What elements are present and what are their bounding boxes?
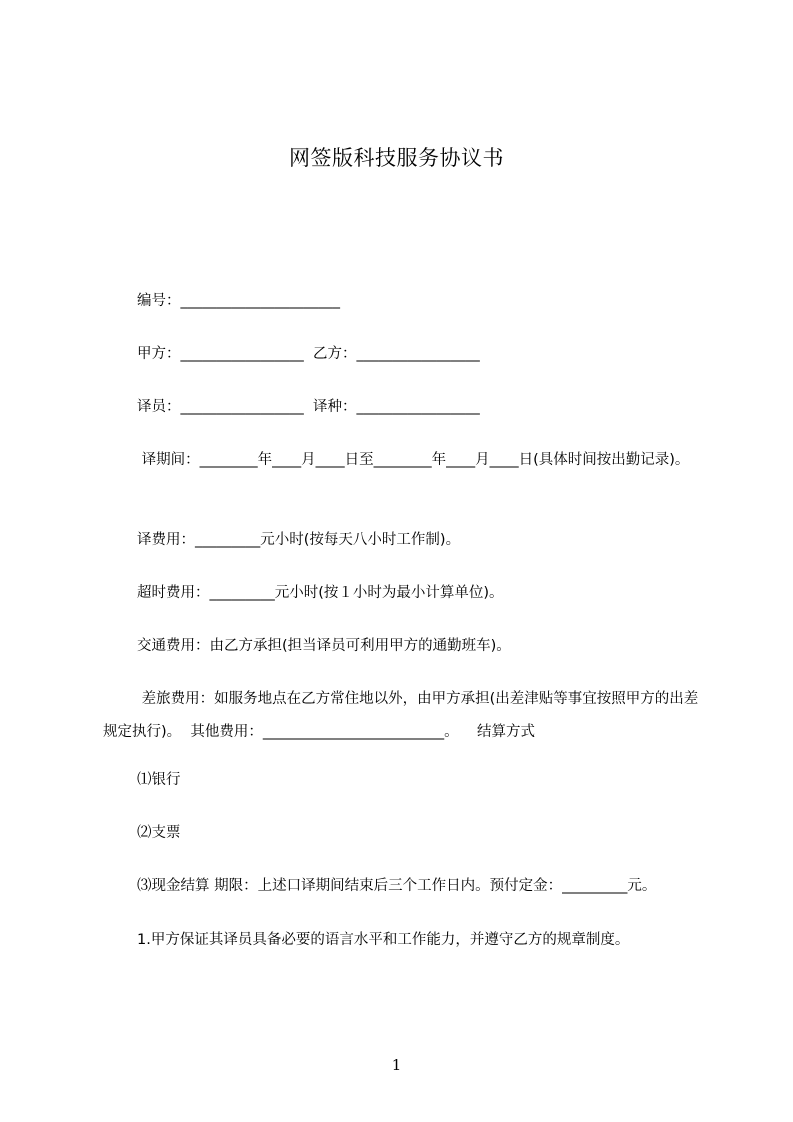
translator-field: 译员：_________________ 译种：_________________ bbox=[137, 399, 480, 415]
settlement-cheque-item: ⑵支票 bbox=[137, 825, 181, 841]
translation-fee-paragraph: 译费用：_________元小时(按每天八小时工作制)。 bbox=[137, 532, 461, 548]
transport-fee-paragraph: 交通费用：由乙方承担(担当译员可利用甲方的通勤班车)。 bbox=[137, 638, 511, 654]
travel-fee-paragraph: 差旅费用：如服务地点在乙方常住地以外，由甲方承担(出差津贴等事宜按照甲方的出差规定执行)。 其他费用：_________________________。 结算方式 bbox=[103, 691, 699, 740]
parties-field: 甲方：_________________ 乙方：_________________ bbox=[137, 346, 480, 362]
clause-1-paragraph: 1.甲方保证其译员具备必要的语言水平和工作能力，并遵守乙方的规章制度。 bbox=[137, 932, 630, 948]
document-title: 网签版科技服务协议书 bbox=[289, 146, 504, 170]
contract-number-field: 编号：______________________ bbox=[137, 293, 340, 309]
settlement-bank-item: ⑴银行 bbox=[137, 772, 181, 788]
settlement-cash-item: ⑶现金结算 期限：上述口译期间结束后三个工作日内。预付定金：_________元。 bbox=[137, 878, 657, 894]
overtime-fee-paragraph: 超时费用：_________元小时(按１小时为最小计算单位)。 bbox=[137, 585, 504, 601]
translation-period-paragraph: 译期间：________年____月____日至________年____月____日(具体时间按出勤记录)。 bbox=[137, 452, 690, 468]
page-number: 1 bbox=[391, 1056, 402, 1074]
